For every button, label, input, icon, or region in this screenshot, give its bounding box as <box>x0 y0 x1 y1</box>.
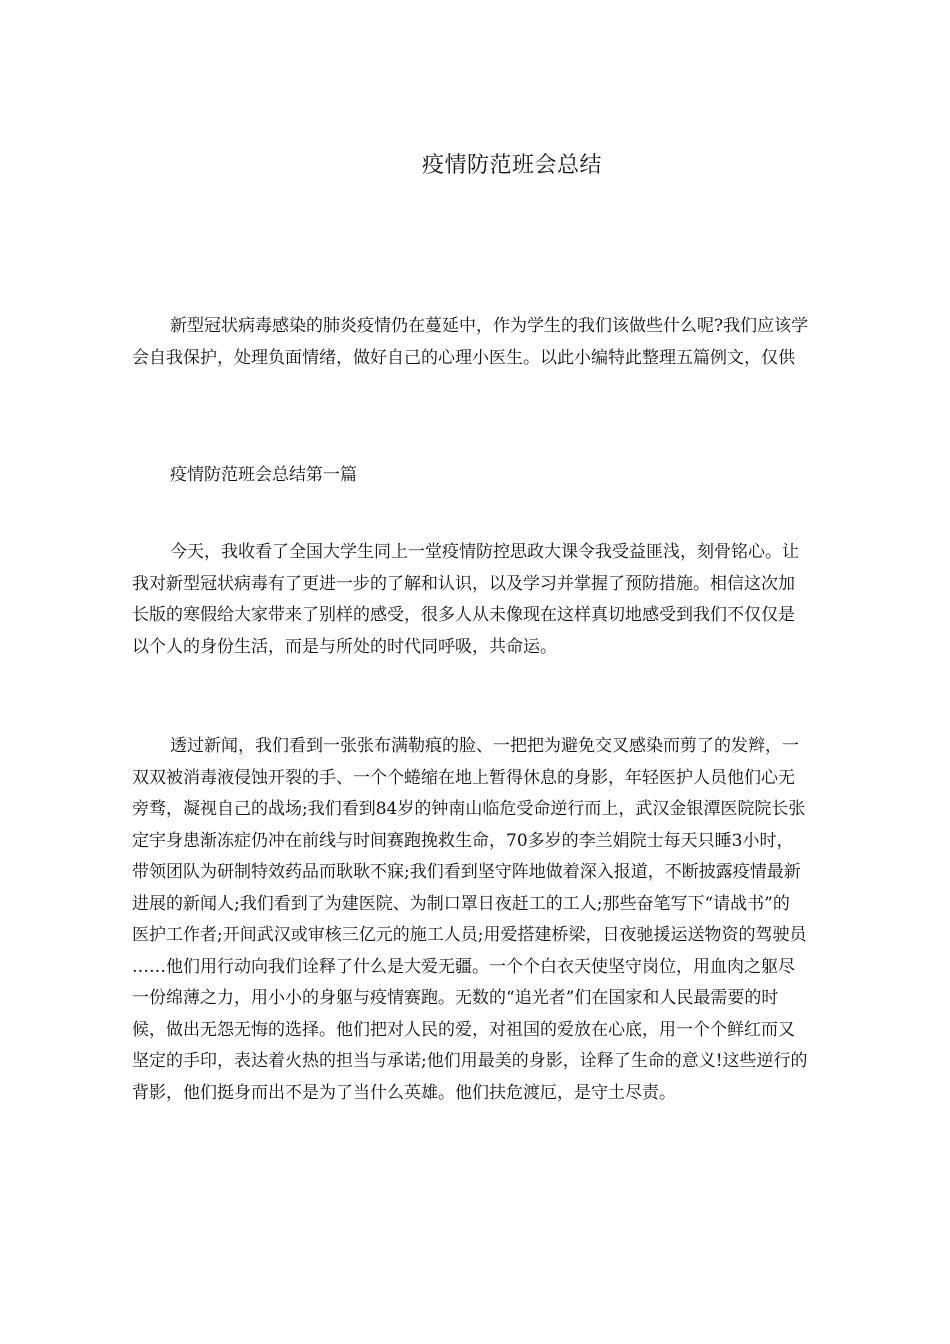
document-title <box>0 150 950 182</box>
section-heading: 疫情防范班会总结第一篇 <box>170 465 357 485</box>
paragraph-line: 双双被消毒液侵蚀开裂的手、一个个蜷缩在地上暂得休息的身影，年轻医护人员他们心无 <box>132 767 795 788</box>
paragraph-line: 今天，我收看了全国大学生同上一堂疫情防控思政大课令我受益匪浅，刻骨铭心。让 <box>170 542 799 562</box>
paragraph-line: 透过新闻，我们看到一张张布满勒痕的脸、一把把为避免交叉感染而剪了的发辫，一 <box>170 736 799 756</box>
paragraph-line: 旁骛，凝视自己的战场;我们看到84岁的钟南山临危受命逆行而上，武汉金银潭医院院长张 <box>132 799 806 819</box>
paragraph-line: 医护工作者;开间武汉或审核三亿元的施工人员;用爱搭建桥梁，日夜驰援运送物资的驾驶员 <box>132 925 807 945</box>
paragraph-line: 以个人的身份生活，而是与所处的时代同呼吸，共命运。 <box>132 636 557 657</box>
paragraph-line: 坚定的手印，表达着火热的担当与承诺;他们用最美的身影，诠释了生命的意义!这些逆行的 <box>132 1051 808 1071</box>
body-paragraph-1 <box>132 537 896 663</box>
paragraph-line: 背影，他们挺身而出不是为了当什么英雄。他们扶危渡厄，是守土尽责。 <box>132 1082 676 1103</box>
paragraph-line: 定宇身患渐冻症仍冲在前线与时间赛跑挽救生命，70多岁的李兰娟院士每天只睡3小时， <box>132 830 794 851</box>
intro-line: 新型冠状病毒感染的肺炎疫情仍在蔓延中，作为学生的我们该做些什么呢?我们应该学 <box>170 316 809 336</box>
intro-line: 会自我保护，处理负面情绪，做好自己的心理小医生。以此小编特此整理五篇例文，仅供 <box>132 347 795 368</box>
body-paragraph-2 <box>132 731 896 1109</box>
paragraph-line: 我对新型冠状病毒有了更进一步的了解和认识，以及学习并掌握了预防措施。相信这次加 <box>132 573 795 594</box>
paragraph-line: 长版的寒假给大家带来了别样的感受，很多人从未像现在这样真切地感受到我们不仅仅是 <box>132 605 795 625</box>
paragraph-line: 一份绵薄之力，用小小的身躯与疫情赛跑。无数的“追光者”们在国家和人民最需要的时 <box>132 988 779 1008</box>
paragraph-line: ……他们用行动向我们诠释了什么是大爱无疆。一个个白衣天使坚守岗位，用血肉之躯尽 <box>132 956 795 977</box>
intro-paragraph <box>132 311 896 374</box>
document-title-text: 疫情防范班会总结 <box>421 153 602 178</box>
paragraph-line: 候，做出无怨无悔的选择。他们把对人民的爱，对祖国的爱放在心底，用一个个鲜红而又 <box>132 1019 795 1040</box>
paragraph-line: 带领团队为研制特效药品而耿耿不寐;我们看到坚守阵地做着深入报道，不断披露疫情最新 <box>132 862 801 882</box>
paragraph-line: 进展的新闻人;我们看到了为建医院、为制口罩日夜赶工的工人;那些奋笔写下“请战书”的 <box>132 893 790 914</box>
